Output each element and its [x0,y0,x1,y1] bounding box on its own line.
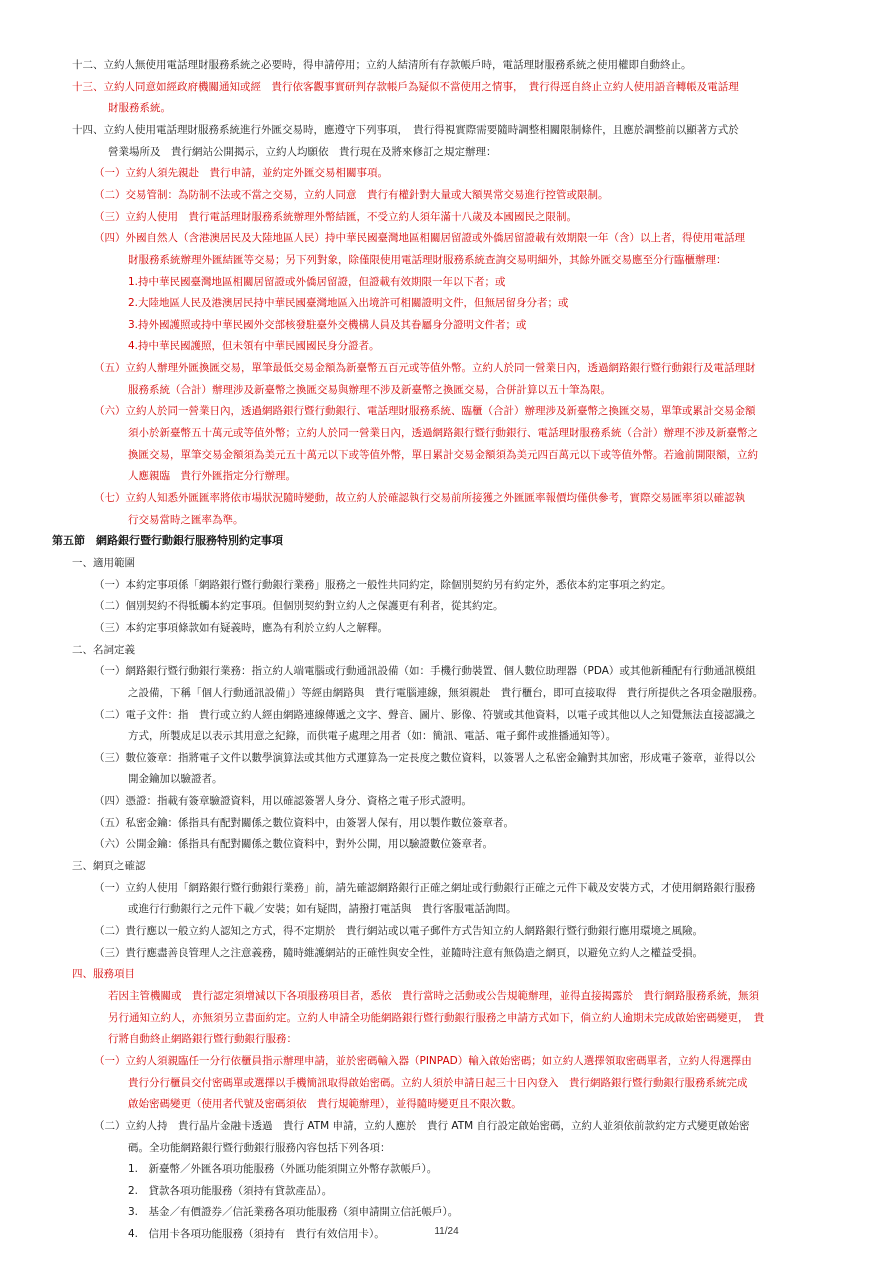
text-line: （三）貴行應盡善良管理人之注意義務，隨時維護網站的正確性與安全性，並隨時注意有無偽造之網頁，以避免立約人之權益受損。 [94,946,703,959]
text-line: 財服務系統辦理外匯結匯等交易；另下列對象，除僅限使用電話理財服務系統查詢交易明細外，其餘外匯交易應至分行臨櫃辦理： [128,253,727,266]
text-line: 2. 貸款各項功能服務（須持有貸款產品）。 [128,1184,333,1197]
text-line: 財服務系統。 [108,102,171,115]
text-line: （三）立約人使用 貴行電話理財服務系統辦理外幣結匯，不受立約人須年滿十八歲及本國國民之限制。 [94,210,577,223]
text-line: （一）本約定事項係「網路銀行暨行動銀行業務」服務之一般性共同約定，除個別契約另有約定外，悉依本約定事項之約定。 [94,578,672,591]
text-line: 行交易當時之匯率為準。 [128,513,244,526]
text-line: （一）網路銀行暨行動銀行業務：指立約人端電腦或行動通訊設備（如：手機行動裝置、個人數位助理器（PDA）或其他新種配有行動通訊模組 [94,665,756,678]
text-line: 或進行行動銀行之元件下載／安裝；如有疑問，請撥打電話與 貴行客服電話詢問。 [128,903,517,916]
text-line: （四）憑證：指載有簽章驗證資料，用以確認簽署人身分、資格之電子形式證明。 [94,795,472,808]
text-line: 3.持外國護照或持中華民國外交部核發駐臺外交機構人員及其眷屬身分證明文件者；或 [128,318,527,331]
text-line: 開金鑰加以驗證者。 [128,773,223,786]
text-line: 4.持中華民國護照，但未領有中華民國國民身分證者。 [128,340,380,353]
text-line: 碼。全功能網路銀行暨行動銀行服務內容包括下列各項： [128,1141,391,1154]
text-line: 貴行分行櫃員交付密碼單或選擇以手機簡訊取得啟始密碼。立約人須於申請日起三十日內登入 貴行網路銀行暨行動銀行服務系統完成 [128,1076,748,1089]
text-line: （五）私密金鑰：係指具有配對關係之數位資料中，由簽署人保有，用以製作數位簽章者。 [94,816,514,829]
text-line: 另行通知立約人，亦無須另立書面約定。立約人申請全功能網路銀行暨行動銀行服務之申請方式如下，倘立約人逾期未完成啟始密碼變更， 貴 [108,1011,765,1024]
text-line: （二）立約人持 貴行晶片金融卡透過 貴行 ATM 申請，立約人應於 貴行 ATM 自行設定啟始密碼，立約人並須依前款約定方式變更啟始密 [94,1119,750,1132]
text-line: 二、名詞定義 [72,643,135,656]
text-line: 1.持中華民國臺灣地區相關居留證或外僑居留證，但證載有效期限一年以下者；或 [128,275,506,288]
text-line: 須小於新臺幣五十萬元或等值外幣；立約人於同一營業日內，透過網路銀行暨行動銀行、電話理財服務系統（合計）辦理不涉及新臺幣之 [128,427,758,440]
text-line: 人應親臨 貴行外匯指定分行辦理。 [128,470,296,483]
text-line: 十二、立約人無使用電話理財服務系統之必要時，得申請停用；立約人結清所有存款帳戶時，電話理財服務系統之使用權即自動終止。 [72,59,692,71]
text-line: （五）立約人辦理外匯換匯交易，單筆最低交易金額為新臺幣五百元或等值外幣。立約人於同一營業日內，透過網路銀行暨行動銀行及電話理財 [94,362,756,375]
text-line: （二）個別契約不得牴觸本約定事項。但個別契約對立約人之保護更有利者，從其約定。 [94,600,504,613]
text-line: 十四、立約人使用電話理財服務系統進行外匯交易時，應遵守下列事項， 貴行得視實際需要隨時調整相關限制條件，且應於調整前以顯著方式於 [72,123,739,136]
text-line: （六）公開金鑰：係指具有配對關係之數位資料中，對外公開，用以驗證數位簽章者。 [94,838,493,851]
text-line: （二）交易管制：為防制不法或不當之交易，立約人同意 貴行有權針對大量或大額異常交易進行控管或限制。 [94,188,609,201]
text-line: 之設備，下稱「個人行動通訊設備」）等經由網路與 貴行電腦連線，無須親赴 貴行櫃台，即可直接取得 貴行所提供之各項金融服務。 [128,686,764,699]
text-line: 服務系統（合計）辦理涉及新臺幣之換匯交易與辦理不涉及新臺幣之換匯交易，合併計算以五十筆為限。 [128,383,611,396]
text-line: 4. 信用卡各項功能服務（須持有 貴行有效信用卡）。 [128,1228,385,1241]
text-line: 1. 新臺幣／外匯各項功能服務（外匯功能須開立外幣存款帳戶）。 [128,1163,438,1176]
text-line: 行將自動終止網路銀行暨行動銀行服務： [108,1033,297,1046]
text-line: 一、適用範圍 [72,556,135,569]
text-line: 2.大陸地區人民及港澳居民持中華民國臺灣地區入出境許可相關證明文件，但無居留身分者；或 [128,297,569,310]
text-line: 3. 基金／有價證券／信託業務各項功能服務（須申請開立信託帳戶）。 [128,1206,459,1219]
text-line: 四、服務項目 [72,968,135,981]
section-heading: 第五節 網路銀行暨行動銀行服務特別約定事項 [52,534,283,548]
text-line: （四）外國自然人（含港澳居民及大陸地區人民）持中華民國臺灣地區相關居留證或外僑居留證載有效期限一年（含）以上者，得使用電話理 [94,232,745,245]
text-line: （七）立約人知悉外匯匯率將依市場狀況隨時變動，故立約人於確認執行交易前所接獲之外匯匯率報價均僅供參考，實際交易匯率須以確認執 [94,492,745,504]
page-number: 11/24 [434,1226,459,1237]
text-line: （一）立約人須親臨任一分行依櫃員指示辦理申請，並於密碼輸入器（PINPAD）輸入啟始密碼；如立約人選擇領取密碼單者，立約人得選擇由 [94,1054,752,1067]
text-line: 換匯交易，單筆交易金額須為美元五十萬元以下或等值外幣，單日累計交易金額須為美元四百萬元以下或等值外幣。若逾前開限額，立約 [128,448,758,461]
text-line: （一）立約人使用「網路銀行暨行動銀行業務」前，請先確認網路銀行正確之網址或行動銀行正確之元件下載及安裝方式，才使用網路銀行服務 [94,881,756,894]
text-line: 營業場所及 貴行網站公開揭示，立約人均願依 貴行現在及將來修訂之規定辦理： [108,145,497,158]
text-line: 啟始密碼變更（使用者代號及密碼須依 貴行規範辦理），並得隨時變更且不限次數。 [128,1098,522,1111]
text-line: 若因主管機關或 貴行認定須增減以下各項服務項目者，悉依 貴行當時之活動或公告規範辦理，並得直接揭露於 貴行網路服務系統，無須 [108,989,759,1002]
text-line: （三）本約定事項條款如有疑義時，應為有利於立約人之解釋。 [94,621,388,634]
text-line: （一）立約人須先親赴 貴行申請，並約定外匯交易相關事項。 [94,167,388,180]
text-line: （六）立約人於同一營業日內，透過網路銀行暨行動銀行、電話理財服務系統、臨櫃（合計）辦理涉及新臺幣之換匯交易，單筆或累計交易金額 [94,405,756,418]
text-line: 三、網頁之確認 [72,860,146,873]
text-line: （三）數位簽章：指將電子文件以數學演算法或其他方式運算為一定長度之數位資料，以簽署人之私密金鑰對其加密，形成電子簽章，並得以公 [94,751,756,764]
text-line: 方式，所製成足以表示其用意之紀錄，而供電子處理之用者（如：簡訊、電話、電子郵件或推播通知等）。 [128,730,617,743]
text-line: （二）電子文件：指 貴行或立約人經由網路連線傳遞之文字、聲音、圖片、影像、符號或其他資料，以電子或其他以人之知覺無法直接認識之 [94,708,756,721]
text-line: 十三、立約人同意如經政府機關通知或經 貴行依客觀事實研判存款帳戶為疑似不當使用之情事， 貴行得逕自終止立約人使用語音轉帳及電話理 [72,80,739,93]
text-line: （二）貴行應以一般立約人認知之方式，得不定期於 貴行網站或以電子郵件方式告知立約人網路銀行暨行動銀行應用環境之風險。 [94,925,703,937]
